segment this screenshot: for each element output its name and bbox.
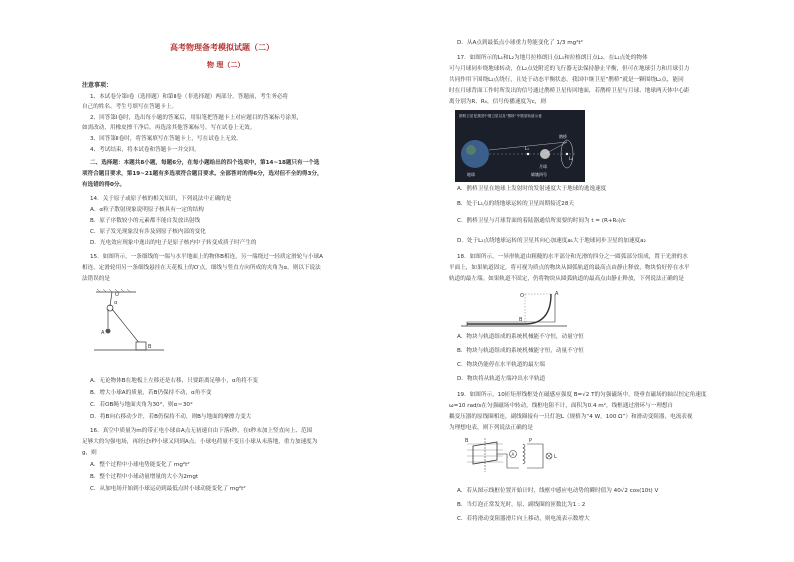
q17-stem: 可与月球同步绕地球转动，在L₂点处附近的飞行器无法保持静止平衡，但可在地球引力和月球引力 <box>449 66 690 72</box>
figure-label: P <box>529 438 533 444</box>
q17-option: B．处于L₁点的绕地球运转的卫星周期接近28天 <box>457 201 575 207</box>
figure-label: A <box>555 291 559 297</box>
notice-heading: 注意事项： <box>82 82 113 89</box>
q17-stem: 17．如图所示的L₁和L₂为地月拉格朗日点L₁和拉格朗日点L₂，在L₁点处的物体 <box>457 55 648 61</box>
q14-option: C．原子发光现象没有涉及到原子核内部的变化 <box>90 229 206 235</box>
figure-label: α <box>114 300 118 306</box>
notice-line: 如需改动，用橡皮擦干净后，再选涂其他答案标号。写在试卷上无效。 <box>82 125 256 131</box>
figure-caption: 鹊桥卫星是我国中继卫星以及“鹊桥”中继星轨道示意 <box>459 114 542 118</box>
figure-label: L <box>554 454 557 460</box>
q18-stem: 平面上，如果轨道固定，将可视为质点的物块从圆弧轨道的最高点由静止释放，物块恰好停在水平 <box>449 265 690 271</box>
section-line: 二、选择题：本题共8小题，每题6分，在每小题给出的四个选项中，第14~18题只有一个选 <box>90 160 320 166</box>
q15-figure <box>92 288 167 358</box>
page-title: 高考物理备考模拟试题（二） <box>170 43 274 52</box>
q19-option: C．若将滑动变阻器滑片向上移动，则电流表示数增大 <box>457 516 590 522</box>
q14-option: A．α粒子散射现象说明原子核具有一定的结构 <box>90 207 204 213</box>
q16-option: A．整个过程中小球电势能变化了 mg²t² <box>90 462 190 468</box>
q19-figure <box>463 436 563 476</box>
q15-stem: 法错误的是 <box>82 276 110 282</box>
q19-stem: 19．如图所示，10匝矩形线框处在磁感应强度 B=√2 T的匀强磁场中，绕垂直磁场的轴以恒定角速度 <box>457 392 707 398</box>
figure-label: A <box>101 330 105 336</box>
q17-figure <box>455 110 585 182</box>
section-line: 有选错的得0分。 <box>82 182 126 188</box>
q18-stem: 18．如图所示，一异形轨道由粗糙的水平部分和光滑的四分之一圆弧部分组成，置于光滑的水 <box>457 254 688 260</box>
figure-label: B <box>465 438 469 444</box>
q15-option: B．增大小球A的质量，若B仍保持不动，α角不变 <box>90 390 212 396</box>
q15-option: D．将B向右移动少许，若B仍保持不动，则B与地面的摩擦力变大 <box>90 414 252 420</box>
figure-label: A <box>511 452 515 457</box>
q16-option: B．整个过程中小球动量增量的大小为2mgt <box>90 474 199 480</box>
q16-stem: 足够大的匀强电场，再经过t秒小球又回到A点。小球电荷量不变且小球从未落地，重力加速度为 <box>82 439 318 445</box>
q15-stem: 相连，定滑轮用另一条细线悬挂在天花板上的O′点，细线与竖直方向所成的夹角为α，则以下说法 <box>82 265 321 271</box>
q17-stem: 离分别为R、R₀，信号传播速度为c，则 <box>449 99 546 105</box>
figure-label: 月球 <box>539 164 547 169</box>
notice-line: 自己的姓名、考生号填写在答题卡上。 <box>82 104 178 110</box>
figure-label: 鹊桥 <box>559 134 567 139</box>
earth-icon <box>461 140 489 168</box>
q14-option: D．光电效应现象中逸出的电子是原子核内中子转变成质子时产生的 <box>90 240 257 246</box>
q16-stem: 16．真空中质量为m的带正电小球由A点无初速自由下落t秒，在t秒末加上竖直向上、范围 <box>90 428 313 434</box>
section-line: 项符合题目要求，第19~21题有多选项符合题目要求。全部答对的得6分，选对但不全的得3分， <box>82 171 323 177</box>
q17-option: C．鹊桥卫星与月球背面的着陆器通信所需要的时间为 t = (R+R₀)/c <box>457 218 626 224</box>
notice-line: 4、考试结束，将本试卷和答题卡一并交回。 <box>90 147 200 153</box>
q19-option: B．当灯泡正常发光时，原、副线圈的匝数比为1 : 2 <box>457 502 586 508</box>
page-subtitle: 物 理（二） <box>207 61 245 69</box>
q18-option: D．物块将从轨道左端冲出水平轨道 <box>457 376 546 382</box>
figure-label: B <box>148 344 152 350</box>
figure-label: B <box>519 317 523 323</box>
q17-stem: 时在月球背面工作时所发出的信号通过鹊桥卫星传回地面，若鹊桥卫星与月球、地球两天体中心距 <box>449 88 690 94</box>
q18-option: A．物块与轨道组成的系统机械能不守恒，动量守恒 <box>457 334 584 340</box>
q16-option: D．从A点到最低点小球重力势能变化了 1/3 mg²t² <box>457 40 583 46</box>
q19-stem: 为理想电表，则下列说法正确的是 <box>449 425 533 431</box>
notice-line: 2、回答第Ⅰ卷时，选出每小题的答案后，用铅笔把答题卡上对应题目的答案标号涂黑， <box>90 115 303 121</box>
figure-label: O′ <box>115 292 121 298</box>
figure-label: L₂ <box>569 156 573 161</box>
q15-stem: 15．如图所示，一条细线的一端与水平地面上的物体B相连，另一端绕过一轻质定滑轮与小球A <box>90 254 323 260</box>
q18-figure <box>459 288 569 332</box>
figure-label: L₁ <box>525 146 529 151</box>
q14-option: B．原子序数较小的元素都不能自发放出射线 <box>90 218 201 224</box>
q17-stem: 共同作用下围绕L₂点绕行，且处于动态平衡状态。我国中继卫星“鹊桥”就是一颗围绕L₂点，能同 <box>449 77 684 83</box>
q18-stem: 轨道的最左端。如果轨道不固定，仍将物块从圆弧轨道的最高点由静止释放，下列说法正确的是 <box>449 276 684 282</box>
notice-line: 1、本试卷分第Ⅰ卷（选择题）和第Ⅱ卷（非选择题）两部分。答题前，考生务必将 <box>90 94 289 100</box>
notice-line: 3、回答第Ⅱ卷时，将答案填写在答题卡上，写在试卷上无效。 <box>90 136 242 142</box>
q17-option: D．处于L₁点绕地球运转的卫星其向心加速度a₁大于地球同步卫星的加速度a₂ <box>457 238 646 244</box>
q18-option: C．物块仍能停在水平轨道的最左端 <box>457 362 545 368</box>
figure-label: 嫦娥四号 <box>531 172 547 177</box>
q18-option: B．物块与轨道组成的系统机械能守恒，动量不守恒 <box>457 348 584 354</box>
q16-stem: g，则 <box>82 450 97 456</box>
q15-option: A．无论物体B在地板上左移还是右移，只要距离足够小，α角将不变 <box>90 378 258 384</box>
figure-label: 地球 <box>467 172 475 177</box>
q19-option: A．若从图示线框位置开始计时，线框中感应电动势的瞬时值为 40√2 cos(10t) V <box>457 488 659 494</box>
q19-stem: ω=10 rad/s在匀强磁场中转动，线框电阻不计，面积为0.4 m²，线框通过滑环与一理想自 <box>449 403 674 409</box>
figure-label: O <box>520 293 524 299</box>
q14-stem: 14．关于原子或原子核的相关知识，下列说法中正确的是 <box>90 196 232 202</box>
q15-option: C．若OB绳与地面夹角为30°，则α＝30° <box>90 402 193 408</box>
q17-option: A．鹊桥卫星在地球上发射时的发射速度大于地球的逃逸速度 <box>457 186 607 192</box>
q19-stem: 耦变压器的原线圈相连，副线圈接有一只灯泡L（规格为“4 W，100 Ω”）和滑动变阻器，电流表视 <box>449 414 693 420</box>
q16-option: C．从加电场开始到小球运动到最低点时小球动能变化了 mg²t² <box>90 486 246 492</box>
